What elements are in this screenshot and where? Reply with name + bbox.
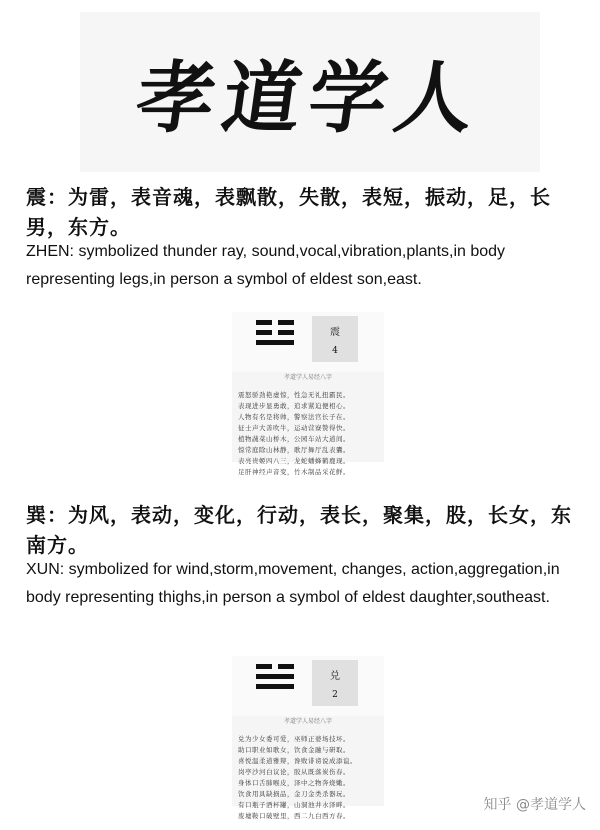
card-header xyxy=(232,312,384,372)
card-header xyxy=(232,656,384,716)
card-name-box xyxy=(312,660,358,706)
hexagram-card-zhen xyxy=(232,312,384,476)
trigram-dui-icon xyxy=(256,664,294,694)
card-name: 兑 xyxy=(330,671,340,682)
section-heading-xun: 巽：为风，表动，变化，行动，表长，聚集，股，长女，东南方。 xyxy=(26,503,572,557)
card-verse: 震怒骄劲艳虚惊，性急无礼扭霸民。 表现进步显勇敢，追求紧迫便相心。 人物有名是将帅，警察法官长子在。 征士声大善吹牛，运动营寮赞得快。 植物蔬菜山桥木，公园车站大道间。 惊常庭除山林静，歌厅舞厅乱表囊。 表亮贵姬四八三，龙蛇蟠蜂鹤鹿现。 足肝神经声音变，竹木制品采花鲜。 xyxy=(238,391,350,476)
section-heading-zhen: 震：为雷，表音魂，表飘散，失散，表短，振动，足，长男，东方。 xyxy=(26,185,551,239)
section-text-zhen: ZHEN: symbolized thunder ray, sound,vocal,vibration,plants,in body representing legs,in person a symbol of eldest son,east. xyxy=(26,243,506,288)
card-name: 震 xyxy=(330,327,340,338)
card-caption: 孝道学人易经八字 xyxy=(283,374,332,381)
banner-title: 孝道学人 xyxy=(130,53,488,144)
hexagram-card-dui xyxy=(232,656,384,820)
zhihu-watermark: 知乎 @孝道学人 xyxy=(483,797,586,813)
section-text-xun: XUN: symbolized for wind,storm,movement, changes, action,aggregation,in body representing thighs,in person a symbol of eldest daughter,southeast. xyxy=(26,561,560,606)
calligraphy-banner xyxy=(80,12,540,172)
card-caption: 孝道学人易经八字 xyxy=(283,718,332,725)
card-verse: 兑为少女委可爱，巫师正婆场技坏。 助口职业如歌女，饮食金融与研取。 喜悦温柔道雅辩，谗败诽谤说成添谊。 岗亭沙河白议论，胶从既落炭伤春。 身体口舌肺喉皮，泽中之物奔烧嫩。 饮食用具缺损品，金刀金类杀器玩。 有口瓶子酒杯罐，山洞池井水泽畔。 废墟鞍口破壁里，西二九白西方春。 xyxy=(238,735,357,820)
card-number: 4 xyxy=(332,346,338,356)
trigram-zhen-icon xyxy=(256,320,294,350)
card-number: 2 xyxy=(332,690,338,700)
card-name-box xyxy=(312,316,358,362)
